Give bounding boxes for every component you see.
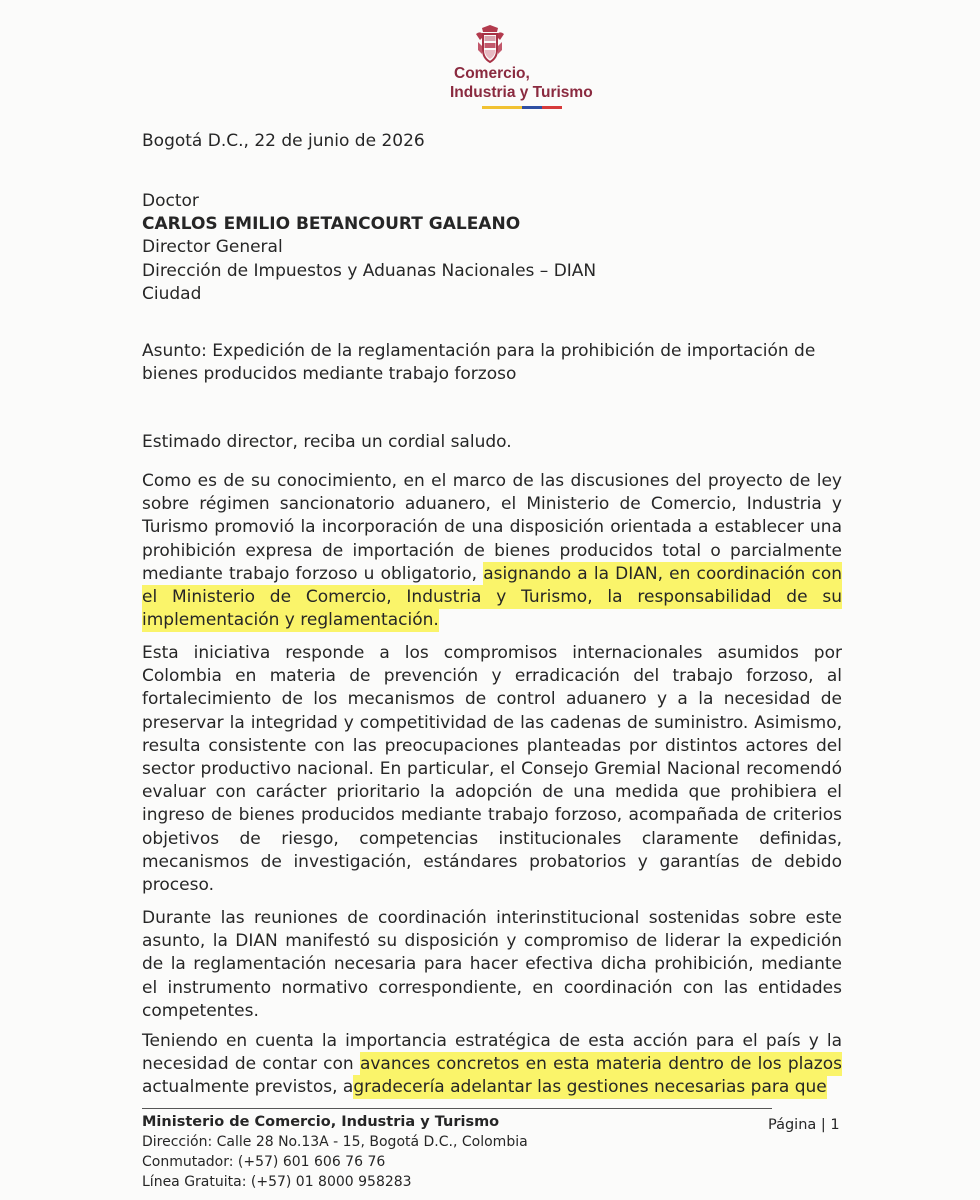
paragraph-3: Durante las reuniones de coordinación interinstitucional sostenidas sobre este asunto, la DIAN manifestó su disposición y compromiso de liderar la expedición de la reglamentación necesaria para hacer efectiva dicha prohibición, mediante el instrumento normativo correspondiente, en coordinación con las entidades competentes. (142, 908, 842, 1021)
footer-address: Dirección: Calle 28 No.13A - 15, Bogotá D.C., Colombia (142, 1134, 528, 1150)
flag-bar (482, 106, 562, 109)
footer-toll-free: Línea Gratuita: (+57) 01 8000 958283 (142, 1174, 412, 1190)
recipient-city: Ciudad (142, 283, 202, 304)
footer-org: Ministerio de Comercio, Industria y Turismo (142, 1114, 500, 1130)
paragraph-2: Esta iniciativa responde a los compromisos internacionales asumidos por Colombia en materia de prevención y erradicación del trabajo forzoso, al fortalecimiento de los mecanismos de control aduanero y a la necesidad de preservar la integridad y competitividad de las cadenas de suministro. Asimismo, resulta consistente con las preocupaciones planteadas por distintos actores del sector productivo nacional. En particular, el Consejo Gremial Nacional recomendó evaluar con carácter prioritario la adopción de una medida que prohibiera el ingreso de bienes producidos mediante trabajo forzoso, acompañada de criterios objetivos de riesgo, competencias institucionales claramente definidas, mecanismos de investigación, estándares probatorios y garantías de debido proceso. (142, 643, 842, 896)
letter-footer (142, 1112, 842, 1192)
logo-line-1: Comercio, (454, 65, 530, 82)
paragraph-1 (142, 470, 842, 632)
paragraph-4-text-a: Teniendo en cuenta la importancia estratégica de esta acción para el país y la necesidad de contar con (142, 1031, 842, 1075)
logo-wordmark (450, 64, 593, 102)
paragraph-4-text-b: actualmente previstos, a (142, 1077, 354, 1098)
footer-divider (142, 1108, 772, 1109)
footer-switchboard: Conmutador: (+57) 601 606 76 76 (142, 1154, 386, 1170)
recipient-title: Doctor (142, 191, 199, 211)
paragraph-4-highlight-b: gradecería adelantar las gestiones necesarias para que (353, 1077, 827, 1098)
page-number: Página | 1 (768, 1117, 840, 1133)
recipient-block (142, 190, 842, 306)
letter-date: Bogotá D.C., 22 de junio de 2026 (142, 131, 425, 151)
paragraph-4 (142, 1030, 842, 1100)
logo-line-2: Industria y Turismo (450, 84, 593, 101)
letter-greeting: Estimado director, reciba un cordial saludo. (142, 432, 512, 452)
coat-of-arms-icon (472, 24, 508, 66)
ministry-logo (440, 24, 593, 116)
paragraph-4-highlight-a: avances concretos en esta materia dentro de los plazos (359, 1054, 842, 1075)
recipient-position: Director General (142, 237, 283, 258)
recipient-name: CARLOS EMILIO BETANCOURT GALEANO (142, 214, 521, 235)
letter-subject: Asunto: Expedición de la reglamentación para la prohibición de importación de bienes producidos mediante trabajo forzoso (142, 341, 816, 385)
recipient-entity: Dirección de Impuestos y Aduanas Nacionales – DIAN (142, 260, 597, 281)
paragraph-1-highlight: asignando a la DIAN, en coordinación con el Ministerio de Comercio, Industria y Turismo, la responsabilidad de su implementación y reglamentación. (142, 563, 843, 631)
paragraph-1-text: Como es de su conocimiento, en el marco de las discusiones del proyecto de ley sobre régimen sancionatorio aduanero, el Ministerio de Comercio, Industria y Turismo promovió la incorporación de una disposición orientada a establecer una prohibición expresa de importación de bienes producidos total o parcialmente mediante trabajo forzoso u obligatorio, (142, 471, 842, 584)
